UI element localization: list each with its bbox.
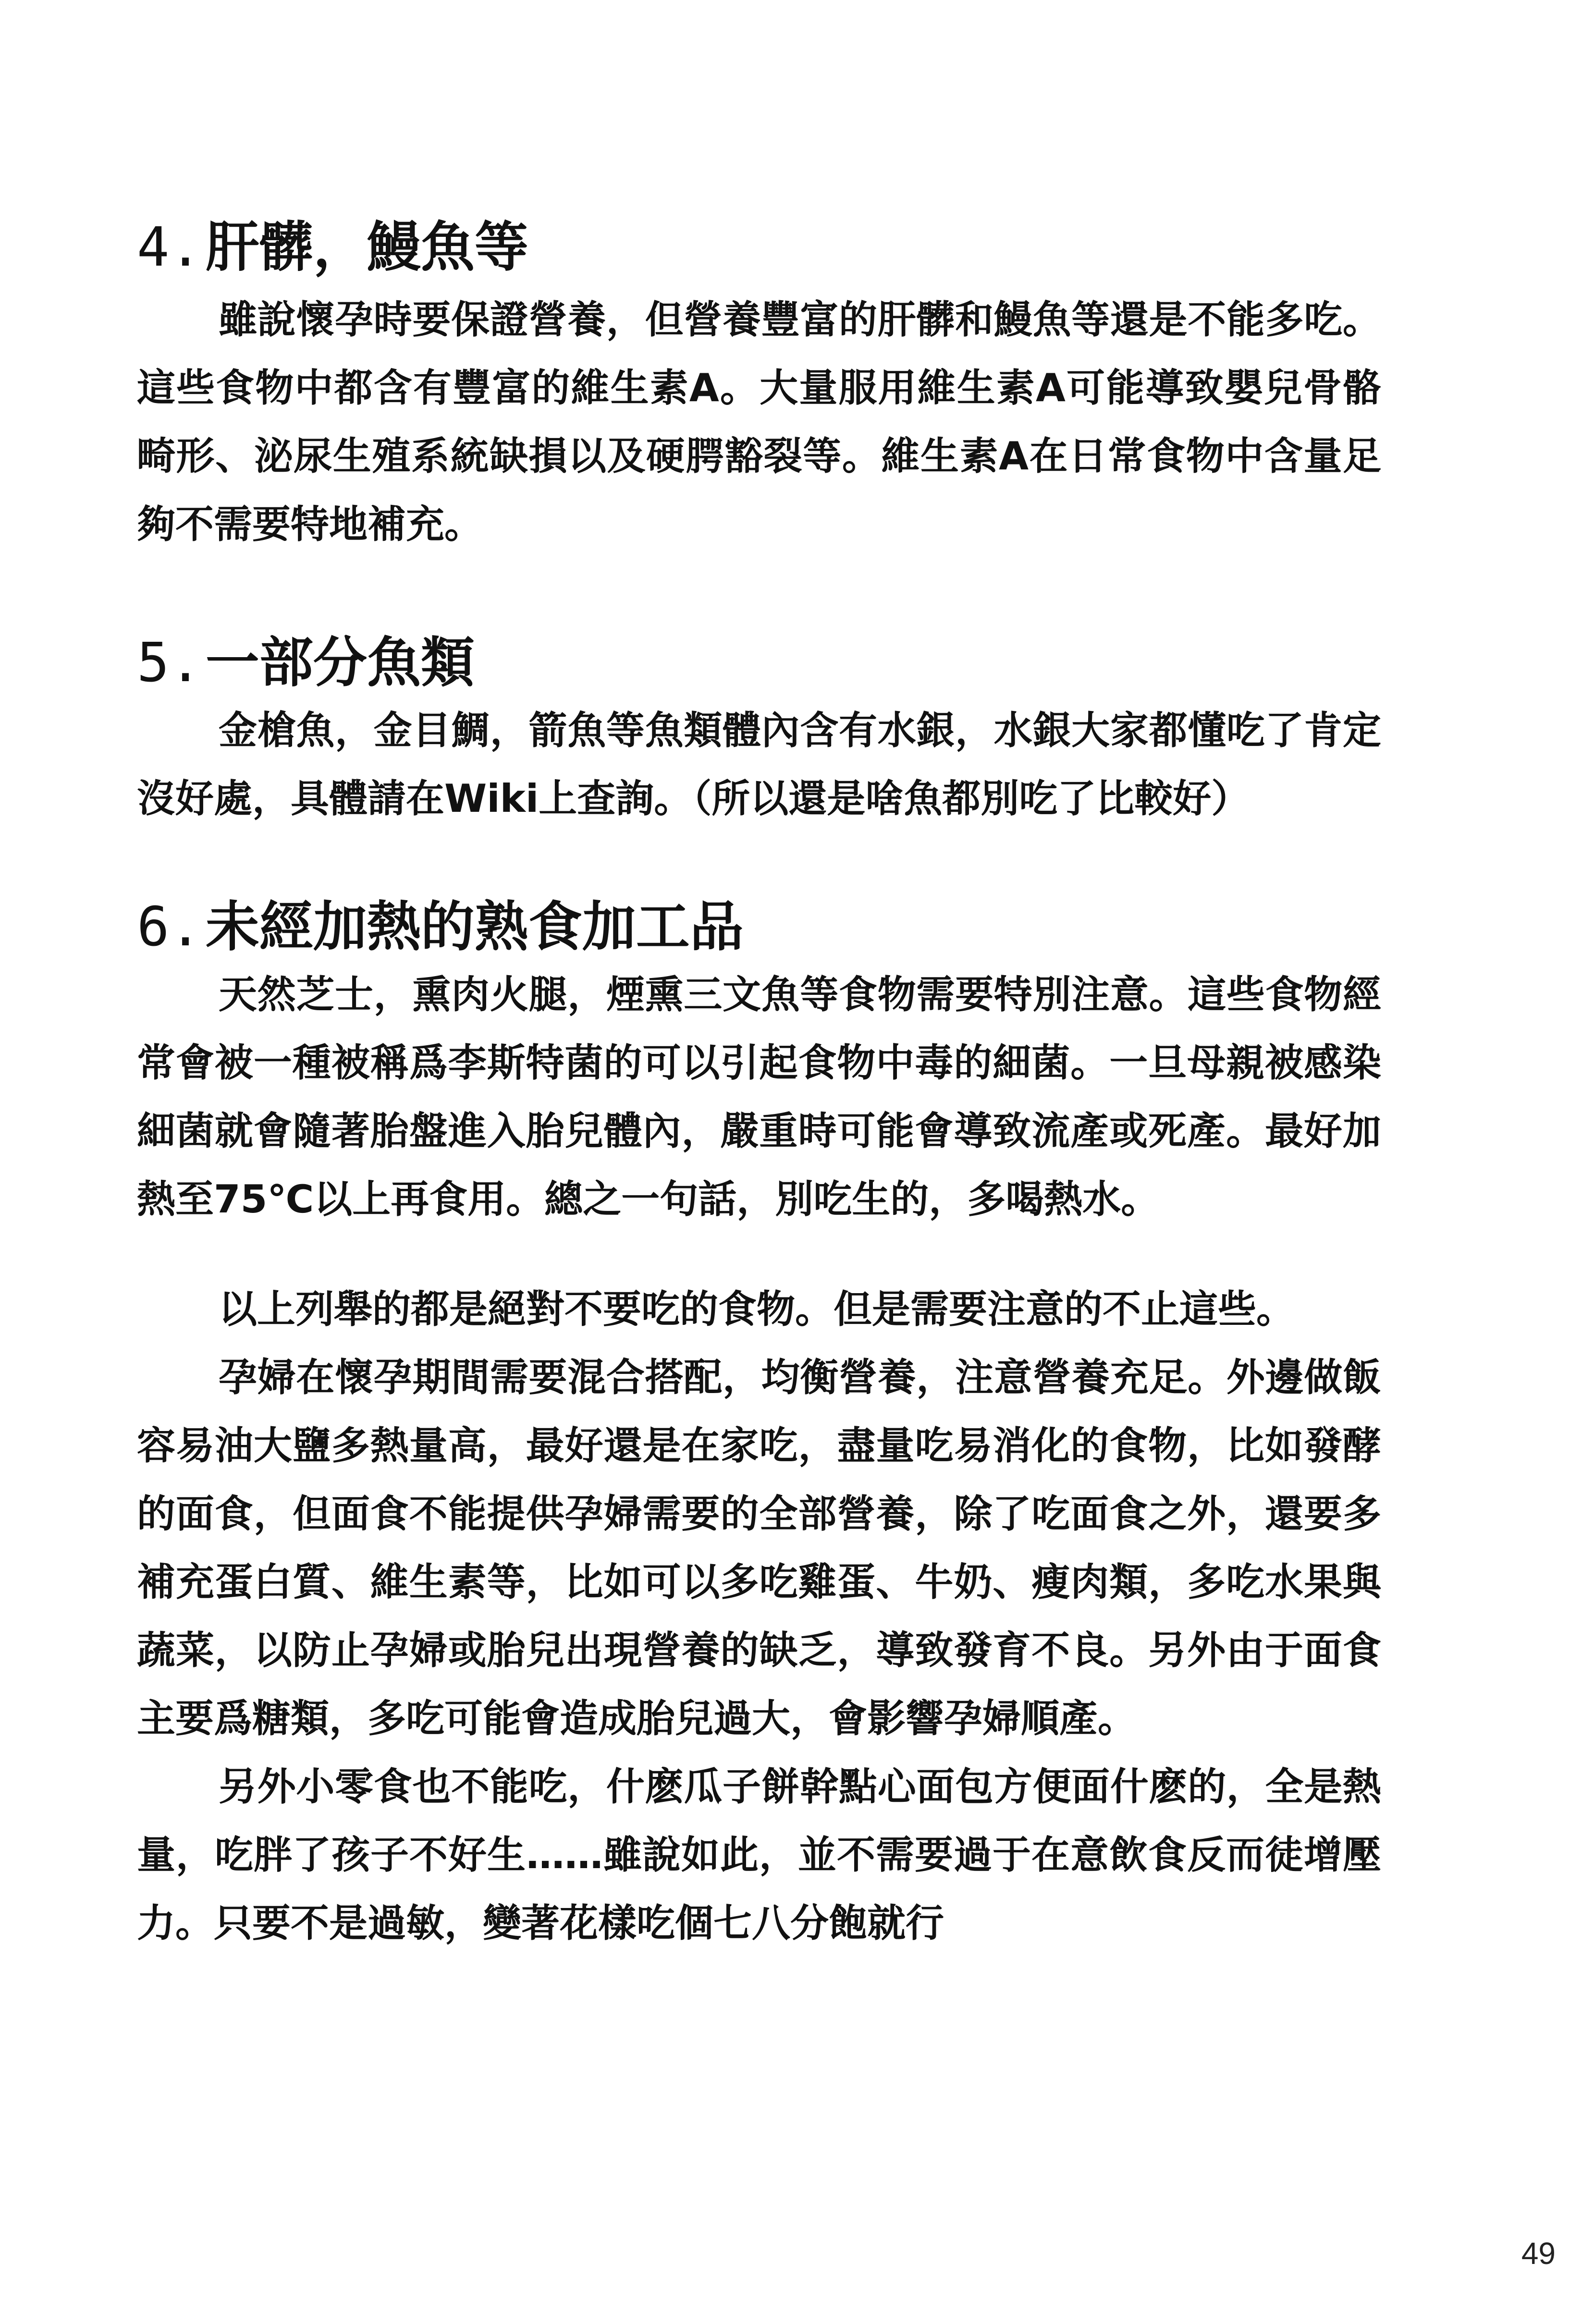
closing-section [137,1275,1381,1957]
section-heading [137,893,1381,961]
section-paragraph: 金槍魚，金目鯛，箭魚等魚類體內含有水銀，水銀大家都懂吃了肯定沒好處，具體請在Wiki上查詢。（所以還是啥魚都別吃了比較好） [137,708,1381,821]
section-heading [137,629,1381,697]
section-paragraph: 天然芝士，熏肉火腿，煙熏三文魚等食物需要特別注意。這些食物經常會被一種被稱爲李斯特菌的可以引起食物中毒的細菌。一旦母親被感染細菌就會隨著胎盤進入胎兒體內，嚴重時可能會導致流產或死產。最好加熱至75℃以上再食用。總之一句話，別吃生的，多喝熱水。 [137,972,1381,1222]
section-title: 未經加熱的熟食加工品 [205,896,744,958]
section-paragraph: 雖說懷孕時要保證營養，但營養豐富的肝髒和鰻魚等還是不能多吃。這些食物中都含有豐富的維生素A。大量服用維生素A可能導致嬰兒骨骼畸形、泌尿生殖系統缺損以及硬腭豁裂等。維生素A在日常食物中含量足夠不需要特地補充。 [137,297,1381,547]
section-title: 肝髒，鰻魚等 [205,216,528,279]
closing-paragraph-1: 以上列舉的都是絕對不要吃的食物。但是需要注意的不止這些。 [219,1287,1295,1332]
section-title: 一部分魚類 [205,632,475,694]
section-number: 6. [137,896,202,958]
closing-paragraph-3: 另外小零食也不能吃，什麽瓜子餅幹點心面包方便面什麽的，全是熱量，吃胖了孩子不好生……雖說如此，並不需要過于在意飲食反而徒增壓力。只要不是過敏，變著花樣吃個七八分飽就行 [137,1764,1381,1945]
section-4 [137,214,1381,559]
section-6 [137,893,1381,1234]
closing-paragraph-2: 孕婦在懷孕期間需要混合搭配，均衡營養，注意營養充足。外邊做飯容易油大鹽多熱量高，最好還是在家吃，盡量吃易消化的食物，比如發酵的面食，但面食不能提供孕婦需要的全部營養，除了吃面食之外，還要多補充蛋白質、維生素等，比如可以多吃雞蛋、牛奶、瘦肉類，多吃水果與蔬菜，以防止孕婦或胎兒出現營養的缺乏，導致發育不良。另外由于面食主要爲糖類，多吃可能會造成胎兒過大，會影響孕婦順產。 [137,1355,1381,1741]
section-number: 4. [137,216,202,279]
page-number: 49 [1521,2236,1556,2271]
section-number: 5. [137,632,202,694]
section-5 [137,629,1381,833]
section-heading [137,214,1381,281]
